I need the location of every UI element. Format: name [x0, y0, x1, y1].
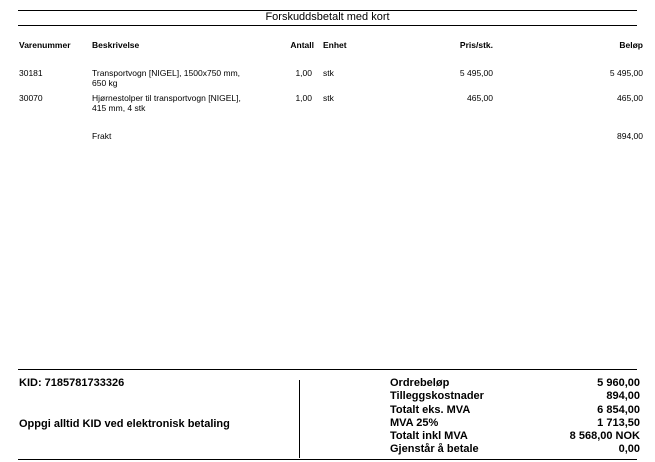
description-line: Transportvogn [NIGEL], 1500x750 mm,: [92, 68, 241, 78]
col-header-item-no: Varenummer: [19, 40, 71, 50]
summary-label: Ordrebeløp: [390, 377, 450, 389]
qty: 1,00: [295, 68, 312, 78]
unit-price: 465,00: [467, 93, 493, 103]
summary-label: Tilleggskostnader: [390, 390, 484, 402]
summary-label: MVA 25%: [390, 417, 439, 429]
summary-value: 8 568,00 NOK: [569, 430, 640, 442]
col-header-description: Beskrivelse: [92, 40, 140, 50]
col-header-unit-price: Pris/stk.: [459, 40, 493, 50]
col-header-unit: Enhet: [323, 40, 347, 50]
freight-label: Frakt: [92, 131, 112, 141]
summary-value: 0,00: [618, 443, 640, 455]
col-header-qty: Antall: [290, 40, 314, 50]
summary-label: Totalt inkl MVA: [390, 430, 468, 442]
item-no: 30181: [19, 68, 43, 78]
summary-label: Gjenstår å betale: [390, 443, 479, 455]
item-no: 30070: [19, 93, 43, 103]
kid-note: Oppgi alltid KID ved elektronisk betaling: [19, 418, 230, 430]
description-line: 650 kg: [92, 78, 118, 88]
summary-value: 6 854,00: [597, 404, 640, 416]
qty: 1,00: [295, 93, 312, 103]
freight-amount: 894,00: [617, 131, 643, 141]
footer-bottom-rule: [18, 459, 637, 460]
title-bottom-rule: [18, 25, 637, 26]
col-header-amount: Beløp: [619, 40, 643, 50]
unit: stk: [323, 93, 334, 103]
summary-value: 894,00: [606, 390, 640, 402]
summary-value: 1 713,50: [597, 417, 640, 429]
kid-number: KID: 7185781733326: [19, 377, 125, 389]
footer-top-rule: [18, 369, 637, 370]
summary-value: 5 960,00: [597, 377, 640, 389]
summary-label: Totalt eks. MVA: [390, 404, 471, 416]
footer-divider: [299, 380, 300, 458]
unit: stk: [323, 68, 334, 78]
description-line: 415 mm, 4 stk: [92, 103, 146, 113]
unit-price: 5 495,00: [459, 68, 493, 78]
document-title: Forskuddsbetalt med kort: [265, 11, 390, 23]
description-line: Hjørnestolper til transportvogn [NIGEL],: [92, 93, 241, 103]
amount: 5 495,00: [609, 68, 643, 78]
amount: 465,00: [617, 93, 643, 103]
